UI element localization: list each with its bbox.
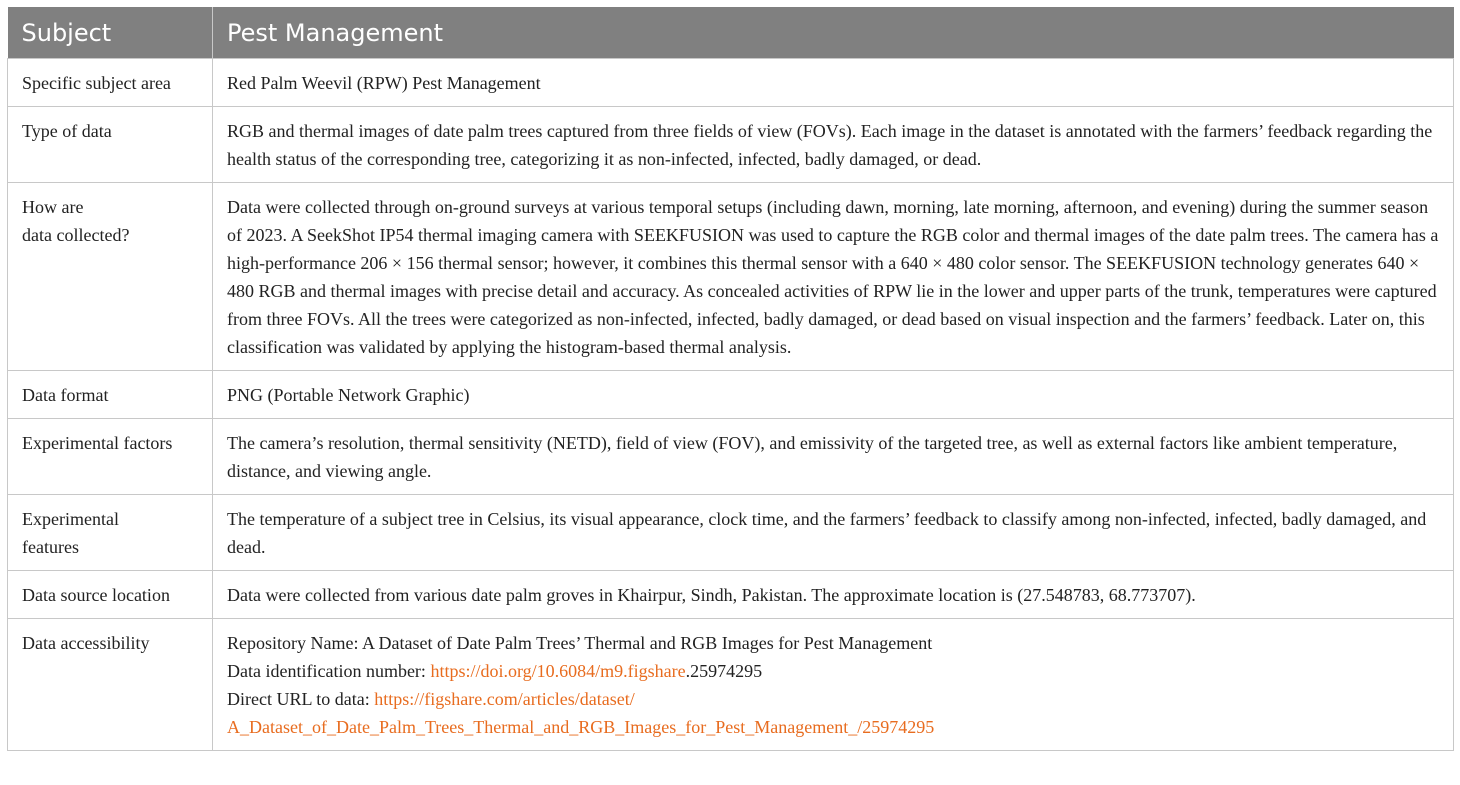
figshare-link-line1[interactable]: https://figshare.com/articles/dataset/ <box>374 689 635 709</box>
row-label: Type of data <box>8 107 213 183</box>
row-label: Data format <box>8 371 213 419</box>
header-subject: Subject <box>8 7 213 59</box>
direct-url-cont <box>227 713 1439 741</box>
row-value: PNG (Portable Network Graphic) <box>213 371 1454 419</box>
table-row <box>8 495 1454 571</box>
row-label: How are data collected? <box>8 183 213 371</box>
specifications-table <box>7 7 1454 751</box>
doi-link[interactable]: https://doi.org/10.6084/m9.figshare <box>430 661 686 681</box>
repository-name: Repository Name: A Dataset of Date Palm Trees’ Thermal and RGB Images for Pest Management <box>227 633 933 653</box>
header-row <box>8 7 1454 59</box>
identification-suffix: .25974295 <box>685 661 763 681</box>
table-row-accessibility <box>8 619 1454 751</box>
row-label: Experimental factors <box>8 419 213 495</box>
identification-number <box>227 657 1439 685</box>
row-label: Specific subject area <box>8 59 213 107</box>
row-value: Data were collected from various date palm groves in Khairpur, Sindh, Pakistan. The approximate location is (27.548783, 68.773707). <box>213 571 1454 619</box>
row-value: The temperature of a subject tree in Celsius, its visual appearance, clock time, and the farmers’ feedback to classify among non-infected, infected, badly damaged, and dead. <box>213 495 1454 571</box>
accessibility-value <box>213 619 1454 751</box>
table-row <box>8 59 1454 107</box>
row-label: Data source location <box>8 571 213 619</box>
row-value: Red Palm Weevil (RPW) Pest Management <box>213 59 1454 107</box>
table-row <box>8 183 1454 371</box>
url-prefix: Direct URL to data: <box>227 689 375 709</box>
row-label: Experimental features <box>8 495 213 571</box>
table-row <box>8 371 1454 419</box>
table-row <box>8 571 1454 619</box>
identification-prefix: Data identification number: <box>227 661 431 681</box>
figshare-link-line2[interactable]: A_Dataset_of_Date_Palm_Trees_Thermal_and_RGB_Images_for_Pest_Management_/25974295 <box>227 717 935 737</box>
row-value: RGB and thermal images of date palm trees captured from three fields of view (FOVs). Each image in the dataset is annotated with the farmers’ feedback regarding the health status of the corresponding tree, categorizing it as non-infected, infected, badly damaged, or dead. <box>213 107 1454 183</box>
table-row <box>8 419 1454 495</box>
row-value: Data were collected through on-ground surveys at various temporal setups (including dawn, morning, late morning, afternoon, and evening) during the summer season of 2023. A SeekShot IP54 thermal imaging camera with SEEKFUSION was used to capture the RGB color and thermal images of the date palm trees. The camera has a high-performance 206 × 156 thermal sensor; however, it combines this thermal sensor with a 640 × 480 color sensor. The SEEKFUSION technology generates 640 × 480 RGB and thermal images with precise detail and accuracy. As concealed activities of RPW lie in the lower and upper parts of the trunk, temperatures were captured from three FOVs. All the trees were categorized as non-infected, infected, badly damaged, or dead based on visual inspection and the farmers’ feedback. Later on, this classification was validated by applying the histogram-based thermal analysis. <box>213 183 1454 371</box>
table-row <box>8 107 1454 183</box>
header-pest-management: Pest Management <box>213 7 1454 59</box>
direct-url <box>227 685 1439 713</box>
row-label: Data accessibility <box>8 619 213 751</box>
row-value: The camera’s resolution, thermal sensitivity (NETD), field of view (FOV), and emissivity of the targeted tree, as well as external factors like ambient temperature, distance, and viewing angle. <box>213 419 1454 495</box>
